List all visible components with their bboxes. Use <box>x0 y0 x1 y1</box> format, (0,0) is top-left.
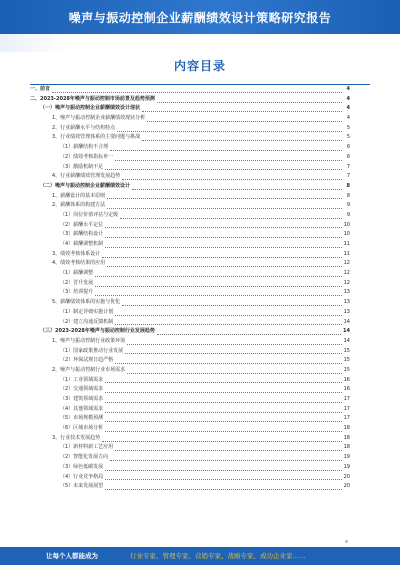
toc-entry[interactable] <box>30 463 350 473</box>
toc-entry[interactable] <box>30 366 350 376</box>
toc-page-number: 14 <box>343 318 350 325</box>
header-corner-decoration <box>0 34 70 52</box>
toc-entry[interactable] <box>30 482 350 492</box>
toc-entry-label: 3、绩效考核体系设计 <box>52 250 101 257</box>
toc-dot-leader <box>115 445 341 451</box>
toc-entry[interactable] <box>30 327 350 337</box>
toc-entry-label: （3）薪酬结构设计 <box>60 231 104 238</box>
toc-dot-leader <box>105 465 341 471</box>
toc-entry-label: （1）国家政策推动行业发展 <box>60 347 124 354</box>
toc-page-number: 16 <box>343 376 350 383</box>
toc-page-number: 15 <box>343 366 350 373</box>
toc-page-number: 15 <box>343 357 350 364</box>
toc-dot-leader <box>95 271 341 277</box>
toc-entry[interactable] <box>30 133 350 143</box>
toc-page-number: 16 <box>343 386 350 393</box>
toc-dot-leader <box>105 407 341 413</box>
toc-entry[interactable] <box>30 250 350 260</box>
toc-entry[interactable] <box>30 385 350 395</box>
toc-entry[interactable] <box>30 172 350 182</box>
report-title: 噪声与振动控制企业薪酬绩效设计策略研究报告 <box>68 11 332 25</box>
toc-entry[interactable] <box>30 230 350 240</box>
toc-dot-leader <box>105 164 342 170</box>
toc-entry[interactable] <box>30 201 350 211</box>
toc-entry-label: （2）交通领域需求 <box>60 386 104 393</box>
footer-tagline: 行业专家、管理专家、营销专家、战略专家、成功企业家…… <box>130 552 306 560</box>
toc-entry[interactable] <box>30 124 350 134</box>
toc-page-number: 9 <box>346 202 350 209</box>
toc-entry[interactable] <box>30 182 350 192</box>
toc-entry-label: （2）薪酬水平定位 <box>60 221 104 228</box>
toc-entry-label: （1）制定详细实施计划 <box>60 308 114 315</box>
toc-page-number: 12 <box>343 279 350 286</box>
toc-entry-label: 4、行业薪酬绩效管理发展趋势 <box>52 173 121 180</box>
toc-entry-label: （5）市场规模预测 <box>60 415 104 422</box>
toc-page-number: 13 <box>343 308 350 315</box>
toc-dot-leader <box>105 426 341 432</box>
toc-page-number: 4 <box>346 86 350 92</box>
toc-page-number: 8 <box>346 192 350 199</box>
toc-entry-label: （三）2023-2028年噪声与振动控制行业发展趋势 <box>40 328 155 335</box>
toc-entry-label: 3、行业技术发展趋势 <box>52 434 101 441</box>
toc-dot-leader <box>132 184 342 190</box>
toc-entry-label: （3）绿色低碳发展 <box>60 463 104 470</box>
toc-dot-leader <box>105 484 341 490</box>
toc-entry[interactable] <box>30 211 350 221</box>
toc-dot-leader <box>115 310 341 316</box>
toc-entry-label: （3）激励机制不足 <box>60 163 104 170</box>
table-of-contents <box>30 85 350 492</box>
toc-entry[interactable] <box>30 143 350 153</box>
toc-entry-label: 1、噪声与振动控制行业政策环境 <box>52 337 126 344</box>
toc-dot-leader <box>110 145 342 151</box>
toc-entry-label: 5、薪酬绩效体系的实施与优化 <box>52 299 121 306</box>
toc-entry-label: 2、行业薪酬水平与结构特点 <box>52 124 116 131</box>
toc-entry[interactable] <box>30 356 350 366</box>
toc-page-number: 12 <box>343 270 350 277</box>
toc-entry[interactable] <box>30 453 350 463</box>
toc-entry[interactable] <box>30 405 350 415</box>
toc-entry[interactable] <box>30 259 350 269</box>
toc-dot-leader <box>105 387 341 393</box>
toc-entry[interactable] <box>30 269 350 279</box>
toc-dot-leader <box>105 232 341 238</box>
toc-entry[interactable] <box>30 318 350 328</box>
toc-page-number: 20 <box>343 473 350 480</box>
toc-dot-leader <box>105 416 341 422</box>
toc-entry-label: （4）行业竞争格局 <box>60 473 104 480</box>
toc-entry-label: 3、行业绩效管理体系的主要问题与挑战 <box>52 134 141 141</box>
toc-entry[interactable] <box>30 443 350 453</box>
toc-page-number: 6 <box>346 153 350 160</box>
toc-dot-leader <box>142 106 342 112</box>
toc-dot-leader <box>142 135 342 141</box>
toc-entry[interactable] <box>30 240 350 250</box>
toc-dot-leader <box>102 436 341 442</box>
toc-dot-leader <box>52 87 342 93</box>
toc-entry[interactable] <box>30 153 350 163</box>
toc-entry[interactable] <box>30 424 350 434</box>
toc-page-number: 4 <box>346 105 350 112</box>
toc-page-number: 13 <box>343 289 350 296</box>
toc-entry[interactable] <box>30 163 350 173</box>
toc-dot-leader <box>127 368 341 374</box>
toc-dot-leader <box>157 97 342 103</box>
toc-entry[interactable] <box>30 114 350 124</box>
toc-entry[interactable] <box>30 308 350 318</box>
toc-page-number: 20 <box>343 483 350 490</box>
toc-dot-leader <box>107 203 342 209</box>
toc-entry-label: 一、前言 <box>30 86 51 92</box>
toc-page-number: 10 <box>343 221 350 228</box>
toc-entry[interactable] <box>30 279 350 289</box>
toc-dot-leader <box>107 261 341 267</box>
footer-banner <box>0 547 400 565</box>
toc-heading: 内容目录 <box>173 59 226 73</box>
toc-entry-label: （2）建立沟通反馈机制 <box>60 318 114 325</box>
toc-dot-leader <box>117 126 342 132</box>
toc-dot-leader <box>122 174 342 180</box>
toc-dot-leader <box>105 397 341 403</box>
toc-page-number: 13 <box>343 299 350 306</box>
toc-dot-leader <box>157 329 341 335</box>
toc-entry[interactable] <box>30 85 350 95</box>
toc-dot-leader <box>122 300 341 306</box>
toc-dot-leader <box>95 290 341 296</box>
footer-slogan: 让每个人都能成为 <box>46 552 98 560</box>
toc-entry[interactable] <box>30 337 350 347</box>
toc-entry-label: （3）培训提升 <box>60 289 94 296</box>
toc-entry-label: 2、噪声与振动控制行业市场需求 <box>52 366 126 373</box>
toc-page-number: 11 <box>343 250 350 257</box>
toc-entry-label: （4）薪酬调整机制 <box>60 241 104 247</box>
toc-entry[interactable] <box>30 347 350 357</box>
toc-page-number: 12 <box>343 260 350 267</box>
toc-entry[interactable] <box>30 298 350 308</box>
toc-page-number: 19 <box>343 454 350 461</box>
report-header-banner <box>0 0 400 34</box>
toc-entry-label: （1）岗位价值评估与定级 <box>60 211 119 218</box>
toc-entry[interactable] <box>30 376 350 386</box>
toc-page-number: 18 <box>343 444 350 451</box>
toc-entry-label: 1、噪声与振动控制企业薪酬绩效现状分析 <box>52 115 146 122</box>
toc-entry-label: （1）薪酬结构不合理 <box>60 144 109 151</box>
toc-page-number: 19 <box>343 463 350 470</box>
toc-dot-leader <box>115 358 341 364</box>
toc-page-number: 7 <box>346 163 350 170</box>
toc-page-number: 11 <box>343 241 350 247</box>
toc-dot-leader <box>105 474 341 480</box>
toc-page-number: 4 <box>346 95 350 102</box>
toc-dot-leader <box>115 155 342 161</box>
toc-entry-label: （2）智能化发展方向 <box>60 454 109 461</box>
toc-entry-label: （2）绩效考核指标单一 <box>60 153 114 160</box>
toc-page-number: 17 <box>343 415 350 422</box>
toc-entry[interactable] <box>30 221 350 231</box>
toc-entry[interactable] <box>30 192 350 202</box>
toc-dot-leader <box>115 319 341 325</box>
toc-entry-label: （1）工业领域需求 <box>60 376 104 383</box>
toc-page-number: 18 <box>343 434 350 441</box>
toc-entry[interactable] <box>30 95 350 105</box>
toc-page-number: 14 <box>343 328 350 335</box>
toc-entry[interactable] <box>30 288 350 298</box>
toc-entry-label: （2）晋升发展 <box>60 279 94 286</box>
toc-page-number: 7 <box>346 173 350 180</box>
toc-entry-label: （二）噪声与振动控制企业薪酬绩效设计 <box>40 182 131 189</box>
toc-dot-leader <box>127 339 341 345</box>
toc-dot-leader <box>102 252 341 258</box>
toc-dot-leader <box>105 222 341 228</box>
toc-dot-leader <box>120 213 342 219</box>
toc-dot-leader <box>110 455 341 461</box>
toc-entry-label: （4）其他领域需求 <box>60 405 104 412</box>
toc-dot-leader <box>105 377 341 383</box>
toc-page-number: 10 <box>343 231 350 238</box>
toc-page-number: 5 <box>346 134 350 141</box>
toc-page-number: 6 <box>346 144 350 151</box>
toc-entry-label: （1）新材料新工艺应用 <box>60 444 114 451</box>
toc-entry-label: （1）薪酬调整 <box>60 270 94 277</box>
toc-entry[interactable] <box>30 414 350 424</box>
toc-entry-label: 2、薪酬体系的构建方法 <box>52 202 106 209</box>
toc-page-number: 15 <box>343 347 350 354</box>
toc-page-number: 5 <box>346 124 350 131</box>
toc-entry[interactable] <box>30 395 350 405</box>
toc-dot-leader <box>147 116 342 122</box>
toc-entry[interactable] <box>30 473 350 483</box>
page-marker-dot <box>345 540 348 543</box>
toc-page-number: 4 <box>346 115 350 122</box>
toc-entry[interactable] <box>30 434 350 444</box>
toc-entry-label: 4、绩效考核结果的应用 <box>52 260 106 267</box>
toc-entry-label: 1、薪酬设计的基本原则 <box>52 192 106 199</box>
toc-page-number: 9 <box>346 211 350 218</box>
toc-page-number: 17 <box>343 396 350 402</box>
toc-dot-leader <box>105 242 341 248</box>
toc-page-number: 18 <box>343 425 350 432</box>
toc-entry-label: （6）区域市场分析 <box>60 425 104 432</box>
toc-dot-leader <box>95 281 341 287</box>
toc-page-number: 17 <box>343 405 350 412</box>
toc-dot-leader <box>107 193 342 199</box>
toc-entry-label: 二、2023-2028年噪声与振动控制市场前景及趋势预测 <box>30 95 155 102</box>
toc-dot-leader <box>125 348 341 354</box>
toc-entry-label: （3）建筑领域需求 <box>60 396 104 402</box>
toc-entry-label: （2）环保法规日趋严格 <box>60 357 114 364</box>
toc-page-number: 14 <box>343 337 350 344</box>
toc-entry[interactable] <box>30 104 350 114</box>
toc-entry-label: （5）未来发展展望 <box>60 483 104 490</box>
toc-entry-label: （一）噪声与振动控制企业薪酬绩效设计现状 <box>40 105 141 112</box>
toc-page-number: 8 <box>346 182 350 189</box>
